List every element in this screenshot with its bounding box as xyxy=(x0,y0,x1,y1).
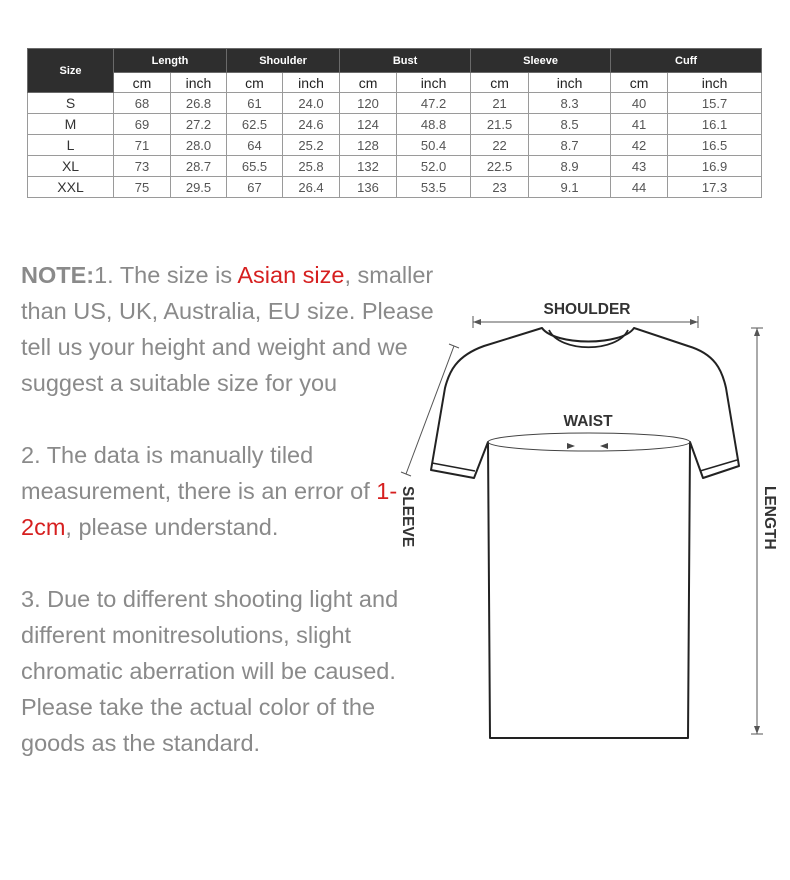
measurement-cell: 53.5 xyxy=(397,177,471,198)
measurement-cell: 24.6 xyxy=(283,114,340,135)
measurement-cell: 24.0 xyxy=(283,93,340,114)
measurement-cell: 21.5 xyxy=(471,114,529,135)
unit-header: cm xyxy=(340,73,397,93)
sleeve-label: SLEEVE xyxy=(399,486,416,548)
measurement-cell: 68 xyxy=(114,93,171,114)
size-cell: M xyxy=(28,114,114,135)
measurement-cell: 48.8 xyxy=(397,114,471,135)
measurement-cell: 40 xyxy=(611,93,668,114)
measurement-cell: 29.5 xyxy=(171,177,227,198)
group-header-length: Length xyxy=(114,49,227,73)
measurement-cell: 132 xyxy=(340,156,397,177)
unit-header: inch xyxy=(668,73,762,93)
unit-header: inch xyxy=(283,73,340,93)
measurement-cell: 71 xyxy=(114,135,171,156)
measurement-cell: 50.4 xyxy=(397,135,471,156)
note-1-text-a: 1. The size is xyxy=(94,262,238,288)
measurement-cell: 16.9 xyxy=(668,156,762,177)
size-cell: XXL xyxy=(28,177,114,198)
measurement-cell: 43 xyxy=(611,156,668,177)
note-2-highlight: 1-2cm xyxy=(21,478,398,540)
size-cell: XL xyxy=(28,156,114,177)
measurement-cell: 61 xyxy=(227,93,283,114)
measurement-cell: 22 xyxy=(471,135,529,156)
group-header-shoulder: Shoulder xyxy=(227,49,340,73)
measurement-cell: 65.5 xyxy=(227,156,283,177)
measurement-cell: 62.5 xyxy=(227,114,283,135)
unit-header: inch xyxy=(397,73,471,93)
measurement-cell: 15.7 xyxy=(668,93,762,114)
measurement-cell: 8.5 xyxy=(529,114,611,135)
measurement-cell: 67 xyxy=(227,177,283,198)
size-column-header: Size xyxy=(28,49,114,93)
measurement-cell: 124 xyxy=(340,114,397,135)
size-cell: S xyxy=(28,93,114,114)
note-2-text-b: , please understand. xyxy=(65,514,279,540)
waist-label: WAIST xyxy=(563,413,613,430)
measurement-cell: 22.5 xyxy=(471,156,529,177)
note-2-text-a: 2. The data is manually tiled measurement, there is an error of xyxy=(21,442,377,504)
group-header-sleeve: Sleeve xyxy=(471,49,611,73)
measurement-cell: 28.0 xyxy=(171,135,227,156)
measurement-cell: 26.4 xyxy=(283,177,340,198)
measurement-cell: 73 xyxy=(114,156,171,177)
measurement-cell: 28.7 xyxy=(171,156,227,177)
group-header-bust: Bust xyxy=(340,49,471,73)
measurement-cell: 64 xyxy=(227,135,283,156)
measurement-cell: 16.5 xyxy=(668,135,762,156)
measurement-cell: 21 xyxy=(471,93,529,114)
measurement-cell: 25.2 xyxy=(283,135,340,156)
measurement-cell: 8.3 xyxy=(529,93,611,114)
measurement-cell: 9.1 xyxy=(529,177,611,198)
length-arrow-bottom xyxy=(754,726,760,734)
measurement-cell: 27.2 xyxy=(171,114,227,135)
measurement-cell: 128 xyxy=(340,135,397,156)
unit-header: cm xyxy=(114,73,171,93)
measurement-cell: 8.7 xyxy=(529,135,611,156)
note-label: NOTE: xyxy=(21,262,95,288)
measurement-cell: 69 xyxy=(114,114,171,135)
unit-header: inch xyxy=(171,73,227,93)
measurement-cell: 47.2 xyxy=(397,93,471,114)
measurement-cell: 23 xyxy=(471,177,529,198)
group-header-cuff: Cuff xyxy=(611,49,762,73)
measurement-cell: 52.0 xyxy=(397,156,471,177)
measurement-cell: 25.8 xyxy=(283,156,340,177)
shoulder-arrow-right xyxy=(690,319,698,325)
note-1-highlight: Asian size xyxy=(237,262,345,288)
measurement-cell: 16.1 xyxy=(668,114,762,135)
note-1-text-b: , smaller than US, UK, Australia, EU size. Please tell us your height and weight and we suggest a suitable size for you xyxy=(21,262,434,396)
measurement-cell: 8.9 xyxy=(529,156,611,177)
measurement-cell: 42 xyxy=(611,135,668,156)
measurement-cell: 44 xyxy=(611,177,668,198)
unit-header: cm xyxy=(611,73,668,93)
shoulder-label: SHOULDER xyxy=(543,301,631,318)
shoulder-arrow-left xyxy=(473,319,481,325)
unit-header: inch xyxy=(529,73,611,93)
measurement-cell: 41 xyxy=(611,114,668,135)
unit-header: cm xyxy=(471,73,529,93)
unit-header: cm xyxy=(227,73,283,93)
tshirt-outline xyxy=(431,328,739,738)
size-cell: L xyxy=(28,135,114,156)
measurement-cell: 120 xyxy=(340,93,397,114)
measurement-cell: 17.3 xyxy=(668,177,762,198)
length-label: LENGTH xyxy=(761,486,778,550)
note-3: 3. Due to different shooting light and different monitresolutions, slight chromatic aberration will be caused. Please take the actual color of the goods as the standard. xyxy=(21,586,399,756)
length-arrow-top xyxy=(754,328,760,336)
measurement-cell: 75 xyxy=(114,177,171,198)
measurement-cell: 26.8 xyxy=(171,93,227,114)
measurement-cell: 136 xyxy=(340,177,397,198)
